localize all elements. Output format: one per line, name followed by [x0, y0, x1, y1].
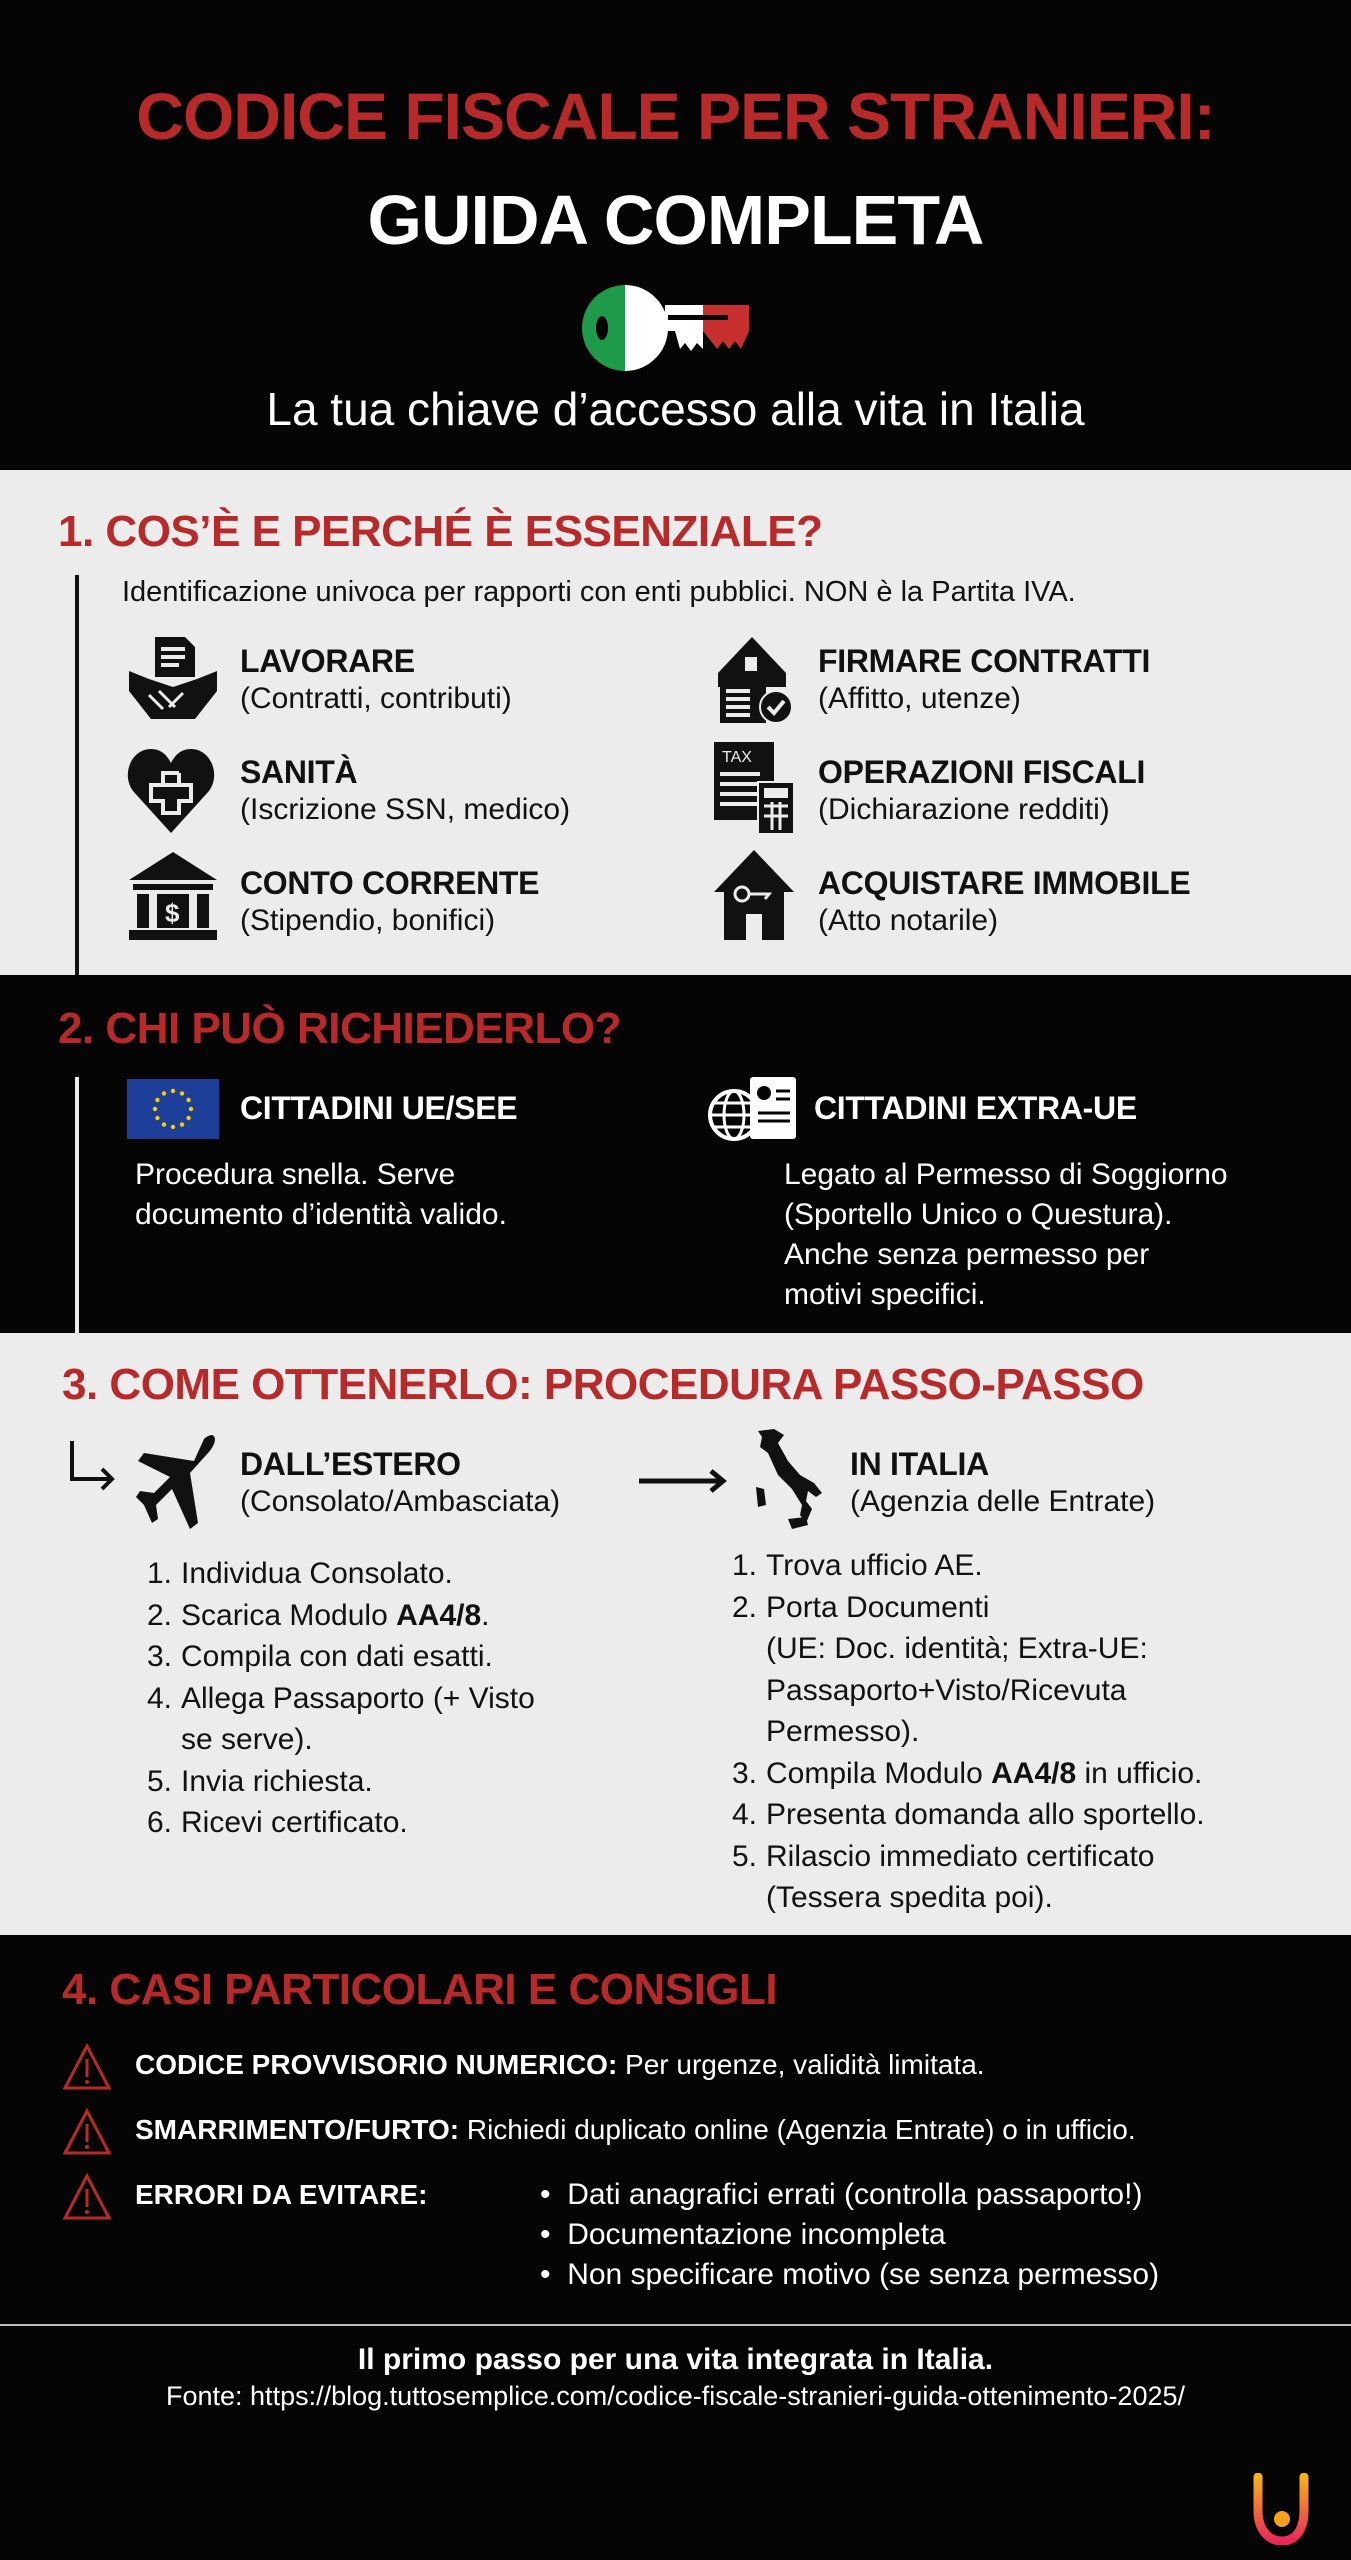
- item-sanita: SANITÀ (Iscrizione SSN, medico): [240, 754, 571, 827]
- italy-header: IN ITALIA (Agenzia delle Entrate): [850, 1446, 1156, 1519]
- italy-steps: [732, 1545, 1205, 1919]
- extra-eu-title: CITTADINI EXTRA-UE: [814, 1090, 1137, 1126]
- step: 2. Scarica Modulo AA4/8.: [147, 1598, 490, 1632]
- eu-star: [189, 1107, 193, 1111]
- error-item: • Non specificare motivo (se senza permesso): [540, 2258, 1160, 2291]
- errors-list: [540, 2175, 1159, 2295]
- svg-text:$: $: [165, 898, 180, 928]
- step: 6. Ricevi certificato.: [147, 1806, 408, 1839]
- error-item: • Documentazione incompleta: [540, 2218, 946, 2251]
- item-conto-corrente: CONTO CORRENTE (Stipendio, bonifici): [240, 865, 540, 938]
- eu-text-line: Procedura snella. Serve: [135, 1158, 456, 1191]
- section2-heading: 2. CHI PUÒ RICHIEDERLO?: [58, 1004, 621, 1053]
- footer-divider: [0, 2324, 1351, 2326]
- eu-flag-icon: [127, 1079, 219, 1139]
- step: 3. Compila con dati esatti.: [147, 1640, 493, 1673]
- case-errori: ERRORI DA EVITARE:: [135, 2179, 428, 2210]
- case-smarrimento: SMARRIMENTO/FURTO: Richiedi duplicato online (Agenzia Entrate) o in ufficio.: [135, 2114, 1136, 2145]
- section-special-cases: [0, 1935, 1351, 2560]
- step-continuation: Permesso).: [766, 1715, 920, 1748]
- eu-star: [186, 1116, 190, 1120]
- step: 2. Porta Documenti: [732, 1590, 990, 1624]
- error-item: • Dati anagrafici errati (controlla passaporto!): [540, 2178, 1143, 2211]
- section-procedure: [0, 1333, 1351, 1935]
- title-line-1: CODICE FISCALE PER STRANIERI:: [136, 79, 1215, 153]
- item-firmare-contratti: FIRMARE CONTRATTI (Affitto, utenze): [818, 643, 1151, 716]
- step-continuation: (UE: Doc. identità; Extra-UE:: [766, 1632, 1148, 1665]
- section1-bar: [75, 575, 79, 975]
- step: 5. Rilascio immediato certificato: [732, 1839, 1155, 1873]
- step-continuation: se serve).: [181, 1723, 313, 1756]
- section-who: [0, 975, 1351, 1333]
- step: 4. Presenta domanda allo sportello.: [732, 1798, 1205, 1831]
- right-arrow-icon: [637, 1467, 729, 1495]
- abroad-header: DALL’ESTERO (Consolato/Ambasciata): [240, 1446, 561, 1519]
- eu-star: [171, 1125, 175, 1129]
- section3-heading: 3. COME OTTENERLO: PROCEDURA PASSO-PASSO: [62, 1360, 1144, 1409]
- italy-map-icon: [748, 1427, 828, 1531]
- turn-down-right-arrow-icon: [66, 1439, 120, 1493]
- source-link[interactable]: Fonte: https://blog.tuttosemplice.com/codice-fiscale-stranieri-guida-ottenimento-2025/: [166, 2381, 1185, 2411]
- title-line-2: GUIDA COMPLETA: [367, 181, 984, 259]
- section4-heading: 4. CASI PARTICOLARI E CONSIGLI: [62, 1965, 778, 2014]
- extra-eu-text-line: Anche senza permesso per: [784, 1238, 1150, 1271]
- eu-title: CITTADINI UE/SEE: [240, 1090, 518, 1126]
- step: 4. Allega Passaporto (+ Visto: [147, 1681, 535, 1715]
- eu-star: [186, 1098, 190, 1102]
- handshake-contract-icon: [127, 635, 219, 725]
- item-lavorare: LAVORARE (Contratti, contributi): [240, 643, 512, 716]
- section1-heading: 1. COS’È E PERCHÉ È ESSENZIALE?: [58, 507, 823, 556]
- tax-label: TAX: [722, 749, 752, 766]
- item-acquistare-immobile: ACQUISTARE IMMOBILE (Atto notarile): [818, 865, 1191, 938]
- tax-calculator-icon: [712, 740, 796, 836]
- step-continuation: Passaporto+Visto/Ricevuta: [766, 1673, 1127, 1707]
- subtitle: La tua chiave d’accesso alla vita in Italia: [266, 383, 1085, 435]
- step: 1. Individua Consolato.: [147, 1557, 453, 1590]
- house-document-check-icon: [712, 633, 796, 725]
- step: 1. Trova ufficio AE.: [732, 1549, 983, 1582]
- bank-icon: [127, 850, 219, 942]
- header: [0, 0, 1351, 470]
- eu-star: [180, 1091, 184, 1095]
- globe-document-icon: [706, 1075, 798, 1143]
- eu-star: [162, 1122, 166, 1126]
- case-provvisorio: CODICE PROVVISORIO NUMERICO: Per urgenze, validità limitata.: [135, 2049, 985, 2080]
- italian-flag-key-icon: [580, 283, 772, 373]
- eu-star: [162, 1091, 166, 1095]
- warning-icon: [62, 2108, 112, 2156]
- eu-star: [155, 1116, 159, 1120]
- airplane-icon: [134, 1433, 218, 1531]
- extra-eu-text-line: (Sportello Unico o Questura).: [784, 1198, 1173, 1231]
- step: 3. Compila Modulo AA4/8 in ufficio.: [732, 1756, 1203, 1790]
- section2-bar: [75, 1077, 79, 1333]
- abroad-steps: [147, 1553, 535, 1844]
- step-continuation: (Tessera spedita poi).: [766, 1881, 1053, 1914]
- tuttosemplice-logo-icon: [1252, 2473, 1312, 2545]
- section1-description: Identificazione univoca per rapporti con enti pubblici. NON è la Partita IVA.: [122, 576, 1076, 608]
- heart-cross-icon: [127, 745, 215, 835]
- eu-star: [153, 1107, 157, 1111]
- eu-star: [171, 1089, 175, 1093]
- section-what-is: [0, 470, 1351, 975]
- footer-tagline: Il primo passo per una vita integrata in Italia.: [357, 2343, 994, 2376]
- step: 5. Invia richiesta.: [147, 1764, 373, 1798]
- item-operazioni-fiscali: OPERAZIONI FISCALI (Dichiarazione redditi): [818, 754, 1146, 827]
- house-key-icon: [712, 848, 796, 942]
- extra-eu-text-line: Legato al Permesso di Soggiorno: [784, 1158, 1228, 1191]
- eu-star: [155, 1098, 159, 1102]
- eu-star: [180, 1122, 184, 1126]
- extra-eu-text-line: motivi specifici.: [784, 1278, 986, 1311]
- warning-icon: [62, 2043, 112, 2091]
- warning-icon: [62, 2173, 112, 2221]
- eu-text-line: documento d’identità valido.: [135, 1198, 507, 1231]
